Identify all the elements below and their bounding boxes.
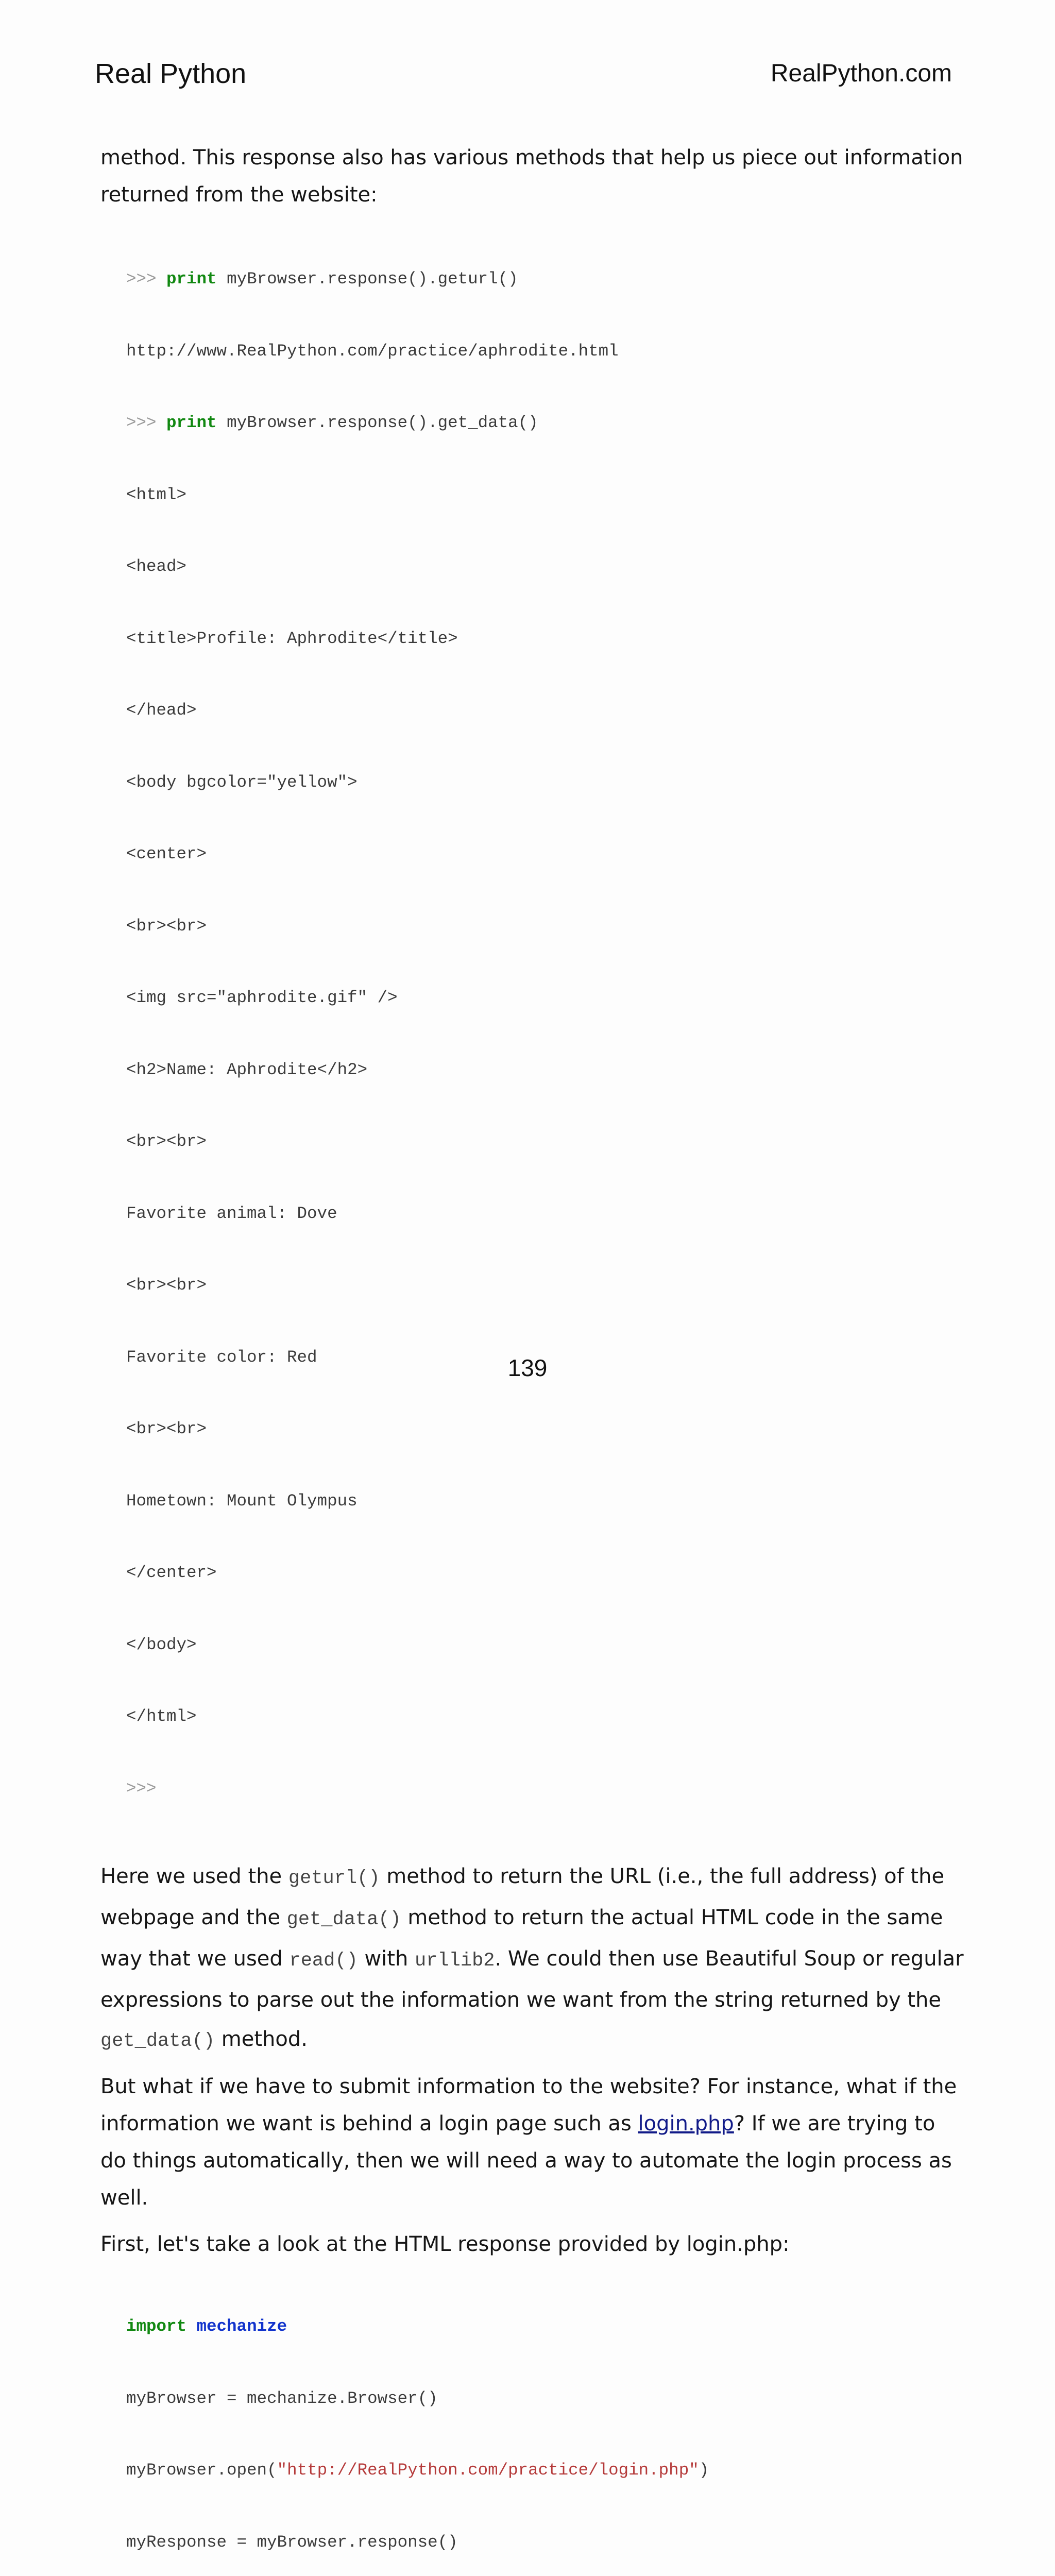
code-line: <br><br> — [126, 1419, 207, 1438]
keyword: print — [166, 269, 217, 289]
code-line: </html> — [126, 1707, 197, 1726]
code-line — [126, 411, 966, 435]
inline-code: read() — [289, 1950, 358, 1972]
code-line: <br><br> — [126, 1132, 207, 1151]
text: method. — [215, 2027, 308, 2051]
code-text: myBrowser.open( — [126, 2461, 277, 2480]
code-block-login — [100, 2267, 966, 2576]
code-line: <center> — [126, 844, 207, 863]
code-line — [126, 267, 966, 292]
code-line: <br><br> — [126, 916, 207, 936]
code-line: <h2>Name: Aphrodite</h2> — [126, 1060, 368, 1079]
header-site: RealPython.com — [770, 60, 952, 87]
code-line: Favorite animal: Dove — [126, 1204, 337, 1223]
module-name: mechanize — [196, 2317, 287, 2336]
code-line: <head> — [126, 557, 187, 576]
code-line: <body bgcolor="yellow"> — [126, 772, 358, 792]
code-block-response — [100, 219, 966, 1849]
text: method to return the actual HTML code in the same way that we used — [100, 1906, 943, 1971]
code-line — [126, 2459, 966, 2483]
paragraph-first: First, let's take a look at the HTML response provided by login.php: — [100, 2232, 790, 2256]
inline-code: geturl() — [288, 1868, 380, 1889]
code-line: myResponse = myBrowser.response() — [126, 2532, 458, 2552]
prompt: >>> — [126, 269, 157, 289]
code-line — [126, 2315, 966, 2339]
code-line: </center> — [126, 1563, 217, 1582]
inline-code: get_data() — [286, 1909, 401, 1930]
code-line: Favorite color: Red — [126, 1347, 317, 1367]
code-text: myBrowser.response().geturl() — [216, 269, 518, 289]
code-line: <br><br> — [126, 1276, 207, 1295]
code-line: </head> — [126, 701, 197, 720]
code-line: <title>Profile: Aphrodite</title> — [126, 629, 458, 648]
inline-code: get_data() — [100, 2030, 215, 2052]
prompt: >>> — [126, 1778, 157, 1798]
keyword: print — [166, 413, 217, 432]
code-text: http://www.RealPython.com/practice/aphrodite.html — [126, 341, 619, 361]
paragraph-methods — [100, 1857, 966, 2061]
prompt: >>> — [126, 413, 157, 432]
page-number: 139 — [507, 1354, 548, 1381]
login-link[interactable]: login.php — [638, 2112, 734, 2136]
inline-code: urllib2 — [415, 1950, 495, 1972]
text: ? If we are trying to do things automatically, then we will need a way to automate the login process as well. — [100, 2112, 952, 2210]
string-literal: "http://RealPython.com/practice/login.php" — [277, 2461, 699, 2480]
text: method to return the URL (i.e., the full address) of the webpage and the — [100, 1865, 945, 1929]
paragraph-login — [100, 2068, 966, 2216]
text: . We could then use Beautiful Soup or regular expressions to parse out the information we want from the string returned by the — [100, 1947, 964, 2012]
code-line: myBrowser = mechanize.Browser() — [126, 2388, 438, 2408]
code-line — [126, 340, 966, 364]
text: Here we used the — [100, 1865, 288, 1888]
code-line: <html> — [126, 485, 187, 504]
intro-paragraph: method. This response also has various methods that help us piece out information returned from the website: — [100, 146, 963, 207]
header-title: Real Python — [95, 58, 247, 89]
code-line: <img src="aphrodite.gif" /> — [126, 988, 398, 1007]
code-line: </body> — [126, 1635, 197, 1654]
code-text: myBrowser.response().get_data() — [216, 413, 538, 432]
text: But what if we have to submit information to the website? For instance, what if the information we want is behind a login page such as — [100, 2075, 957, 2136]
code-text: ) — [699, 2461, 709, 2480]
text: with — [358, 1947, 415, 1971]
code-line: Hometown: Mount Olympus — [126, 1491, 358, 1511]
keyword: import — [126, 2317, 187, 2336]
